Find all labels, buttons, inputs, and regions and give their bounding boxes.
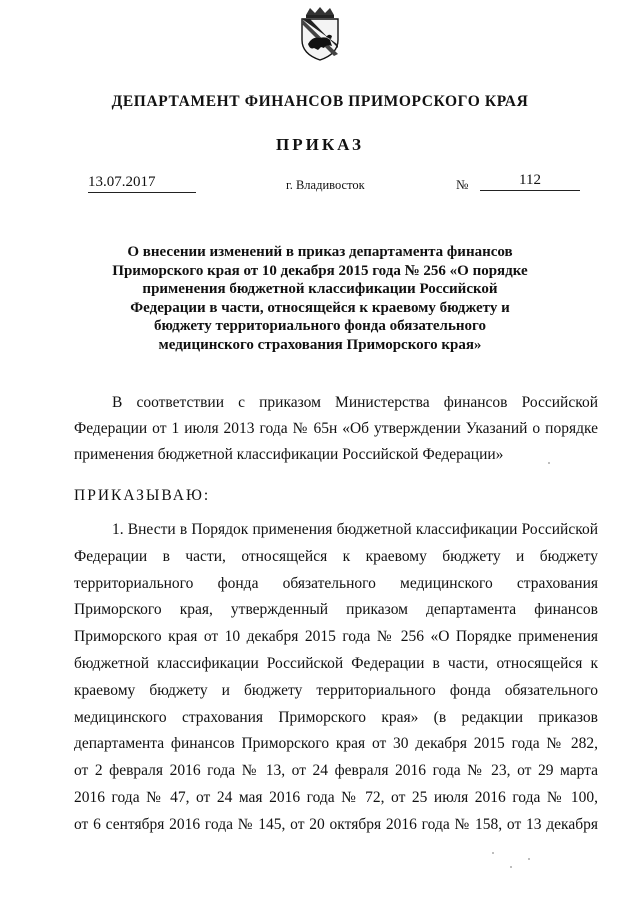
order-number: 112 xyxy=(480,172,580,191)
text-line: 2016 года № 47, от 24 мая 2016 года № 72, от 25 июля 2016 года № 100, xyxy=(74,788,598,806)
subject-line: медицинского страхования Приморского края» xyxy=(158,336,482,353)
department-name: ДЕПАРТАМЕНТ ФИНАНСОВ ПРИМОРСКОГО КРАЯ xyxy=(111,93,529,110)
scan-speck xyxy=(510,866,512,868)
order-city: г. Владивосток xyxy=(286,178,365,192)
preamble-paragraph xyxy=(74,390,598,468)
text-line: 1. Внести в Порядок применения бюджетной классификации Российской xyxy=(112,521,598,538)
text-line: применения бюджетной классификации Российской Федерации» xyxy=(74,446,504,463)
scan-speck xyxy=(548,462,550,464)
document-type-title: ПРИКАЗ xyxy=(276,135,364,154)
text-line: краевому бюджету и бюджету территориального фонда обязательного xyxy=(74,681,598,699)
text-line: В соответствии с приказом Министерства финансов Российской xyxy=(112,394,598,411)
text-line: Приморского края от 10 декабря 2015 года № 256 «О Порядке применения xyxy=(74,628,598,646)
order-directive-word: ПРИКАЗЫВАЮ: xyxy=(74,487,211,504)
text-line: бюджетной классификации Российской Федерации в части, относящейся к xyxy=(74,654,598,672)
text-line: Федерации от 1 июля 2013 года № 65н «Об утверждении Указаний о порядке xyxy=(74,420,598,437)
item-1-paragraph xyxy=(74,517,598,839)
text-line: Приморского края, утвержденный приказом департамента финансов xyxy=(74,601,598,619)
subject-line: бюджету территориального фонда обязательного xyxy=(154,318,486,335)
text-line: территориального фонда обязательного медицинского страхования xyxy=(74,574,598,592)
text-line: Федерации в части, относящейся к краевому бюджету и бюджету xyxy=(74,547,598,565)
order-date: 13.07.2017 xyxy=(88,174,196,193)
subject-line: Приморского края от 10 декабря 2015 года № 256 «О порядке xyxy=(112,262,528,279)
text-line: медицинского страхования Приморского края» (в редакции приказов xyxy=(74,708,598,726)
coat-of-arms-icon xyxy=(296,6,344,62)
text-line: департамента финансов Приморского края от 30 декабря 2015 года № 282, xyxy=(74,735,598,753)
scan-speck xyxy=(492,852,494,854)
scan-speck xyxy=(528,858,530,860)
subject-line: применения бюджетной классификации Российской xyxy=(142,281,498,298)
subject-line: Федерации в части, относящейся к краевому бюджету и xyxy=(130,299,510,316)
number-label: № xyxy=(456,177,469,192)
order-subject xyxy=(96,243,544,355)
subject-line: О внесении изменений в приказ департамента финансов xyxy=(127,244,513,260)
text-line: от 2 февраля 2016 года № 13, от 24 февраля 2016 года № 23, от 29 марта xyxy=(74,762,598,780)
document-meta-row xyxy=(0,174,640,196)
text-line: от 6 сентября 2016 года № 145, от 20 октября 2016 года № 158, от 13 декабря xyxy=(74,815,598,833)
